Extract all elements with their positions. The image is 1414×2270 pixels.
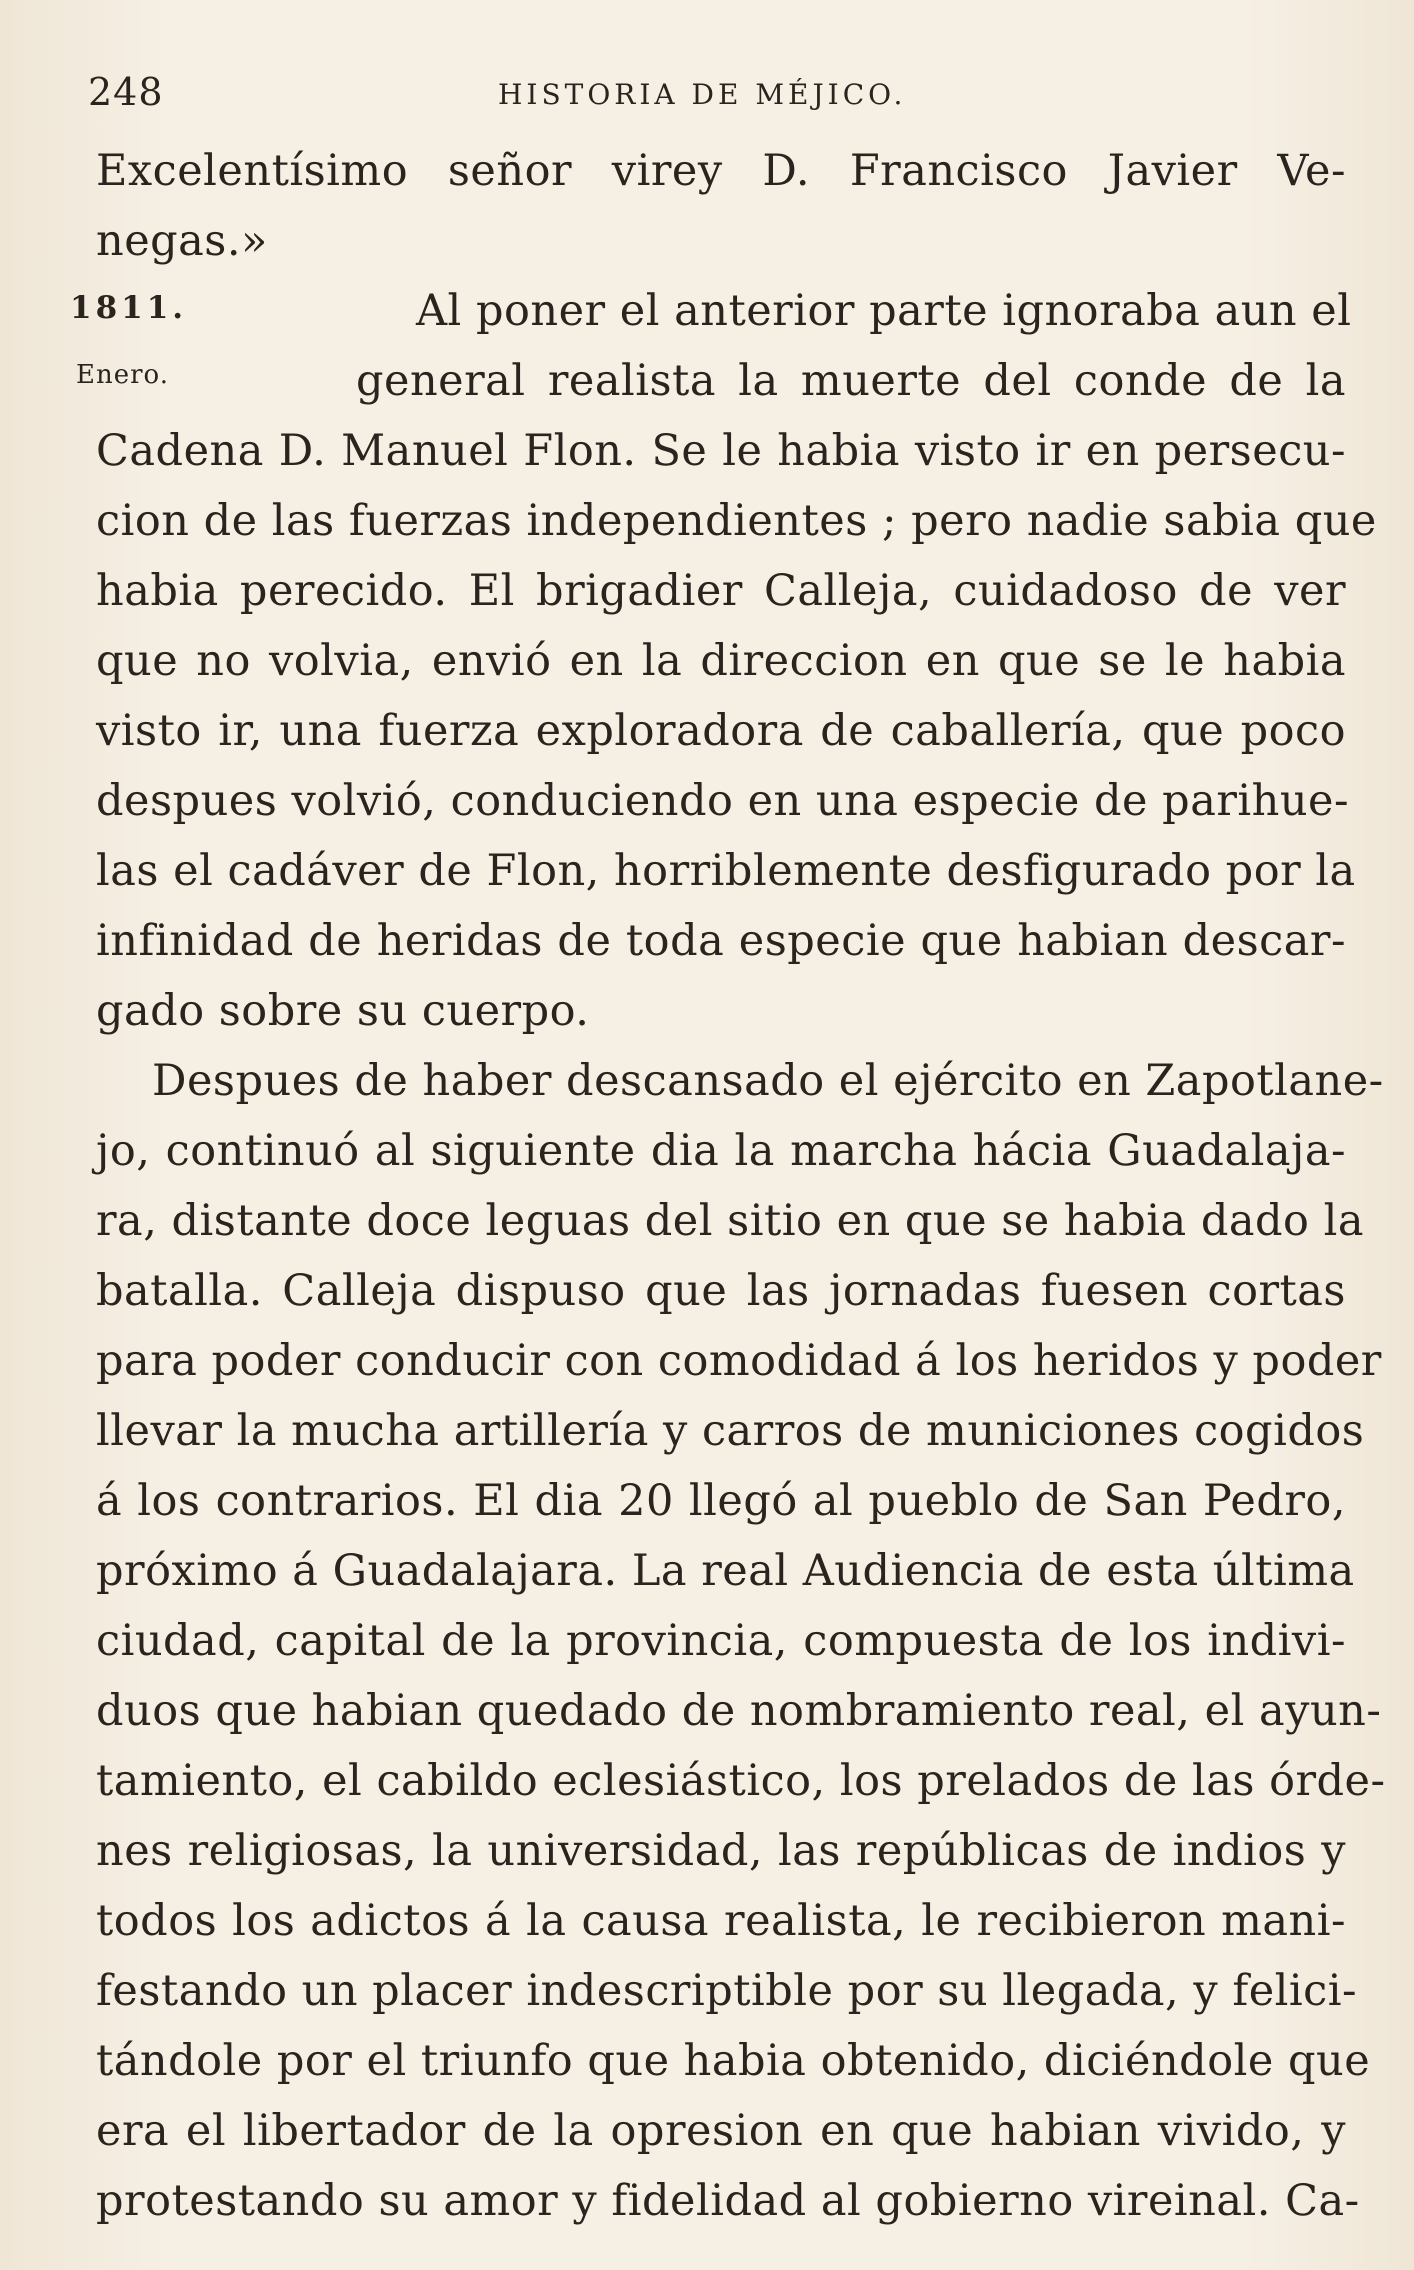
text-line: nes religiosas, la universidad, las repúblicas de indios y [96, 1826, 1346, 1876]
text-line: Despues de haber descansado el ejército en Zapotlane- [152, 1056, 1384, 1106]
text-line: jo, continuó al siguiente dia la marcha hácia Guadalaja- [96, 1126, 1346, 1176]
page-header [88, 70, 1348, 120]
text-line: duos que habian quedado de nombramiento real, el ayun- [96, 1686, 1382, 1736]
text-line: Cadena D. Manuel Flon. Se le habia visto ir en persecu- [96, 426, 1346, 476]
text-line: habia perecido. El brigadier Calleja, cuidadoso de ver [96, 566, 1346, 616]
text-line: festando un placer indescriptible por su llegada, y felici- [96, 1966, 1358, 2016]
text-line: para poder conducir con comodidad á los heridos y poder [96, 1336, 1382, 1386]
text-line: tamiento, el cabildo eclesiástico, los prelados de las órde- [96, 1756, 1386, 1806]
margin-note-month: Enero. [76, 360, 170, 390]
text-line: cion de las fuerzas independientes ; pero nadie sabia que [96, 496, 1377, 546]
text-line: infinidad de heridas de toda especie que habian descar- [96, 916, 1346, 966]
text-line: era el libertador de la opresion en que habian vivido, y [96, 2106, 1346, 2156]
text-line: visto ir, una fuerza exploradora de caballería, que poco [96, 706, 1346, 756]
page-number: 248 [88, 70, 164, 114]
running-head: HISTORIA DE MÉJICO. [498, 78, 907, 111]
text-line: despues volvió, conduciendo en una especie de parihue- [96, 776, 1350, 826]
text-line: tándole por el triunfo que habia obtenido, diciéndole que [96, 2036, 1371, 2086]
text-line: batalla. Calleja dispuso que las jornadas fuesen cortas [96, 1266, 1346, 1316]
text-line: que no volvia, envió en la direccion en que se le habia [96, 636, 1346, 686]
text-line: Excelentísimo señor virey D. Francisco Javier Ve- [96, 146, 1346, 196]
text-line: negas.» [96, 216, 268, 266]
text-line: ra, distante doce leguas del sitio en que se habia dado la [96, 1196, 1364, 1246]
text-line: gado sobre su cuerpo. [96, 986, 590, 1036]
text-line: Al poner el anterior parte ignoraba aun el [416, 286, 1352, 336]
text-line: las el cadáver de Flon, horriblemente desfigurado por la [96, 846, 1356, 896]
text-line: á los contrarios. El dia 20 llegó al pueblo de San Pedro, [96, 1476, 1346, 1526]
text-line: general realista la muerte del conde de la [356, 356, 1346, 406]
text-line: todos los adictos á la causa realista, le recibieron mani- [96, 1896, 1346, 1946]
text-line: próximo á Guadalajara. La real Audiencia de esta última [96, 1546, 1355, 1596]
text-line: protestando su amor y fidelidad al gobierno vireinal. Ca- [96, 2176, 1360, 2226]
text-line: llevar la mucha artillería y carros de municiones cogidos [96, 1406, 1365, 1456]
margin-note-year: 1811. [70, 290, 188, 326]
text-line: ciudad, capital de la provincia, compuesta de los indivi- [96, 1616, 1346, 1666]
